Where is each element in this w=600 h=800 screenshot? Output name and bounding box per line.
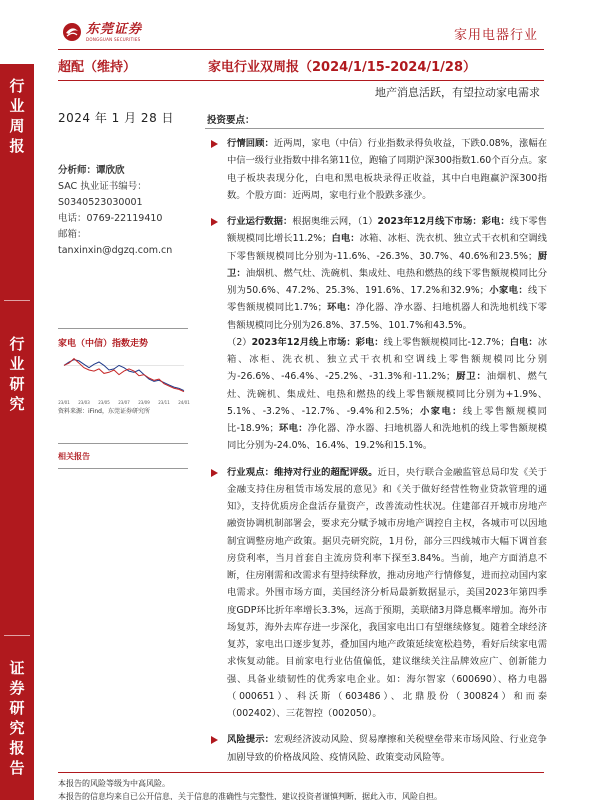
rating: 超配（维持） bbox=[58, 60, 137, 75]
view-head: 行业观点：维持对行业的超配评级。 bbox=[227, 466, 378, 478]
chart-x-tick-label: 24/01 bbox=[178, 400, 190, 405]
report-subtitle: 地产消息活跃，有望拉动家电需求 bbox=[375, 86, 540, 99]
cert-label: SAC 执业证书编号： bbox=[58, 181, 147, 192]
sidebar-section-research bbox=[0, 334, 34, 414]
report-title: 家电行业双周报（2024/1/15-2024/1/28） bbox=[208, 60, 477, 75]
sidebar-char: 研 bbox=[9, 699, 25, 717]
title-divider bbox=[58, 80, 544, 81]
analyst-email[interactable]: tanxinxin@dgzq.com.cn bbox=[58, 245, 173, 256]
related-top-divider bbox=[58, 443, 188, 444]
sidebar-char: 业 bbox=[9, 355, 25, 373]
ops-offline-head: 2023年12月线下市场： bbox=[377, 216, 482, 227]
company-logo bbox=[62, 22, 142, 42]
footer-risk-level: 本报告的风险等级为中高风险。 bbox=[58, 779, 170, 788]
ops-online-white: 冰箱、冰柜、洗衣机、独立式干衣机和空调线上零售额规模同比分别为-26.6%、-46.4%、-25.2%、-31.3%和-11.2%； bbox=[227, 336, 547, 383]
ops-online-num: （2） bbox=[227, 336, 252, 348]
sidebar-divider bbox=[4, 300, 30, 301]
analyst-label: 分析师： bbox=[58, 165, 97, 176]
logo-mark-icon bbox=[62, 22, 82, 42]
footer-disclaimer: 本报告的信息均来自已公开信息，关于信息的准确性与完整性，建议投资者谨慎判断，据此入市，风险自担。 bbox=[58, 792, 442, 800]
ops-intro: 根据奥维云网，（1） bbox=[292, 216, 378, 227]
key-points bbox=[207, 135, 547, 766]
sidebar-char: 报 bbox=[9, 739, 25, 757]
bullet-arrow-icon bbox=[211, 469, 218, 477]
key-points-label: 投资要点： bbox=[207, 115, 255, 126]
chart-title: 家电（中信）指数走势 bbox=[58, 339, 149, 349]
chart-series-line-1 bbox=[64, 359, 184, 392]
ops-online-small: 线上零售额规模同比-18.9%； bbox=[227, 405, 547, 434]
sidebar-char: 研 bbox=[9, 375, 25, 393]
cert-number: S0340523030001 bbox=[58, 197, 143, 208]
bullet-arrow-icon bbox=[211, 140, 218, 148]
bullet-operating-data bbox=[207, 213, 547, 455]
ops-online-paragraph bbox=[227, 334, 547, 455]
header-divider bbox=[58, 49, 544, 50]
related-reports-label: 相关报告 bbox=[58, 452, 90, 461]
risk-head: 风险提示： bbox=[227, 734, 275, 746]
bullet-industry-view bbox=[207, 464, 547, 723]
sidebar-char: 行 bbox=[9, 335, 25, 353]
ops-online-head: 2023年12月线上市场： bbox=[251, 336, 356, 348]
analyst-info bbox=[58, 163, 172, 259]
bullet-arrow-icon bbox=[211, 736, 218, 744]
sidebar-char: 告 bbox=[9, 759, 25, 777]
chart-x-tick-label: 23/07 bbox=[118, 400, 130, 405]
ops-offline-small: 线下零售额规模同比1.7%； bbox=[227, 285, 547, 314]
sidebar-char: 究 bbox=[9, 719, 25, 737]
ops-offline-white: 冰箱、冰柜、洗衣机、独立式干衣机和空调线下零售额规模同比分别为-11.6%、-26.3%、30.7%、40.6%和23.5%； bbox=[227, 233, 547, 262]
bullet-market-review bbox=[207, 135, 547, 204]
sidebar-section-weekly bbox=[0, 76, 34, 156]
analyst-name: 谭欣欣 bbox=[96, 165, 125, 176]
ops-online-white-label: 白电： bbox=[509, 336, 538, 348]
ops-offline-small-label: 小家电： bbox=[488, 285, 528, 296]
chart-x-tick-label: 23/03 bbox=[78, 400, 90, 405]
sidebar-divider bbox=[4, 635, 30, 636]
ops-online-tv-label: 彩电： bbox=[355, 336, 384, 348]
ops-online-kitchen-label: 厨卫： bbox=[455, 371, 487, 383]
sidebar-char: 报 bbox=[9, 137, 25, 155]
related-bottom-divider bbox=[58, 468, 188, 469]
chart-x-tick-label: 23/01 bbox=[58, 400, 70, 405]
logo-text-en: DONGGUAN SECURITIES bbox=[86, 36, 141, 42]
ops-offline-kitchen-label: 厨卫： bbox=[227, 250, 547, 279]
email-label: 邮箱： bbox=[58, 229, 87, 240]
bullet-risk bbox=[207, 731, 547, 766]
ops-head: 行业运行数据： bbox=[227, 216, 293, 227]
ops-offline-kitchen: 油烟机、燃气灶、洗碗机、集成灶、电热和燃热的线下零售额规模同比分别为50.6%、47.2%、25.3%、191.6%、17.2%和32.9%； bbox=[227, 267, 547, 296]
risk-text: 宏观经济波动风险、贸易摩擦和关税壁垒带来市场风险、行业竞争加剧导致的价格战风险、疫情风险、政策变动风险等。 bbox=[227, 734, 547, 763]
sidebar-char: 行 bbox=[9, 77, 25, 95]
ops-online-kitchen: 油烟机、燃气灶、洗碗机、集成灶、电热和燃热的线上零售额规模同比分别为+1.9%、5.1%、-3.2%、-12.7%、-9.4%和2.5%； bbox=[227, 371, 547, 417]
index-chart bbox=[58, 350, 190, 414]
ops-online-env-label: 环电： bbox=[278, 423, 308, 434]
review-text: 近两周，家电（中信）行业指数录得负收益，下跌0.08%，涨幅在中信一级行业指数中排名第11位，跑输了同期沪深300指数1.60个百分点。家电子板块表现分化，白电和黑电板块录得正收益，其中白电跑赢沪深300指数。个股方面：近两周，家电行业个股跌多涨少。 bbox=[227, 138, 547, 201]
index-chart-svg bbox=[58, 350, 190, 406]
key-points-divider bbox=[205, 128, 544, 129]
sidebar-char: 周 bbox=[9, 117, 25, 135]
report-date: 2024 年 1 月 28 日 bbox=[58, 111, 175, 125]
bullet-arrow-icon bbox=[211, 218, 218, 226]
ops-offline-env-label: 环电： bbox=[326, 302, 356, 314]
sidebar-char: 究 bbox=[9, 395, 25, 413]
footer-divider bbox=[58, 772, 544, 773]
ops-offline-tv: 线下零售额规模同比增长11.2%； bbox=[227, 216, 547, 245]
ops-offline-env: 净化器、净水器、扫地机器人和洗地机线下零售额规模同比分别为26.8%、37.5%、101.7%和43.5%。 bbox=[227, 302, 547, 331]
chart-x-tick-label: 23/09 bbox=[138, 400, 150, 405]
chart-x-tick-label: 23/05 bbox=[98, 400, 110, 405]
sidebar-section-report bbox=[0, 658, 34, 778]
chart-x-tick-label: 23/11 bbox=[158, 400, 170, 405]
chart-top-divider bbox=[58, 328, 188, 329]
sidebar-char: 券 bbox=[9, 679, 25, 697]
chart-source: 资料来源：iFind，东莞证券研究所 bbox=[58, 408, 150, 415]
ops-offline-white-label: 白电： bbox=[331, 233, 360, 245]
sidebar-char: 证 bbox=[9, 659, 25, 677]
ops-offline-tv-label: 彩电： bbox=[481, 216, 510, 227]
chart-series-line-0 bbox=[64, 360, 184, 391]
sidebar-char: 业 bbox=[9, 97, 25, 115]
analyst-phone: 电话：0769-22119410 bbox=[58, 213, 163, 224]
view-text: 近日，央行联合金融监管总局印发《关于金融支持住房租赁市场发展的意见》和《关于做好经营性物业贷款管理的通知》，支持优质房企盘活存量资产，改善流动性状况。住建部召开城市房地产融资协调机制部署会，要求充分赋予城市房地产调控自主权，各城市可以因地制宜调整房地产政策。据贝壳研究院，1月份，部分三四线城市大幅下调首套房贷利率，当月首套自主流房贷利率下探至3.84%。当前，地产方面消息不断，住房刚需和改需求有望持续释放，推动房地产行情修复，进而拉动国内家电需求。外围市场方面，美国经济分析局最新数据显示，美国2023年第四季度GDP环比折年率增长3.3%，远高于预期，美联储3月降息概率增加。海外市场复苏，海外去库存进一步深化，我国家电出口有望继续修复。随着全球经济复苏，家电出口逐步复苏，叠加国内地产政策延续宽松趋势，看好后续家电需求恢复动能。目前家电行业估值偏低，建议继续关注品牌效应广、创新能力强、具备业绩韧性的优秀家电企业。如：海尔智家（600690）、格力电器（000651）、科沃斯（603486）、北鼎股份（300824）和而泰（002402）、三花智控（002050）。 bbox=[227, 466, 547, 719]
review-head: 行情回顾： bbox=[227, 138, 274, 149]
logo-text-cn: 东莞证券 bbox=[86, 21, 143, 37]
ops-online-tv: 线上零售额规模同比-12.7%； bbox=[383, 336, 510, 348]
ops-online-small-label: 小家电： bbox=[418, 405, 463, 417]
industry-tag: 家用电器行业 bbox=[453, 28, 538, 43]
ops-online-env: 净化器、净水器、扫地机器人和洗地机的线上零售额规模同比分别为-24.0%、16.4%、19.2%和15.1%。 bbox=[227, 423, 547, 452]
